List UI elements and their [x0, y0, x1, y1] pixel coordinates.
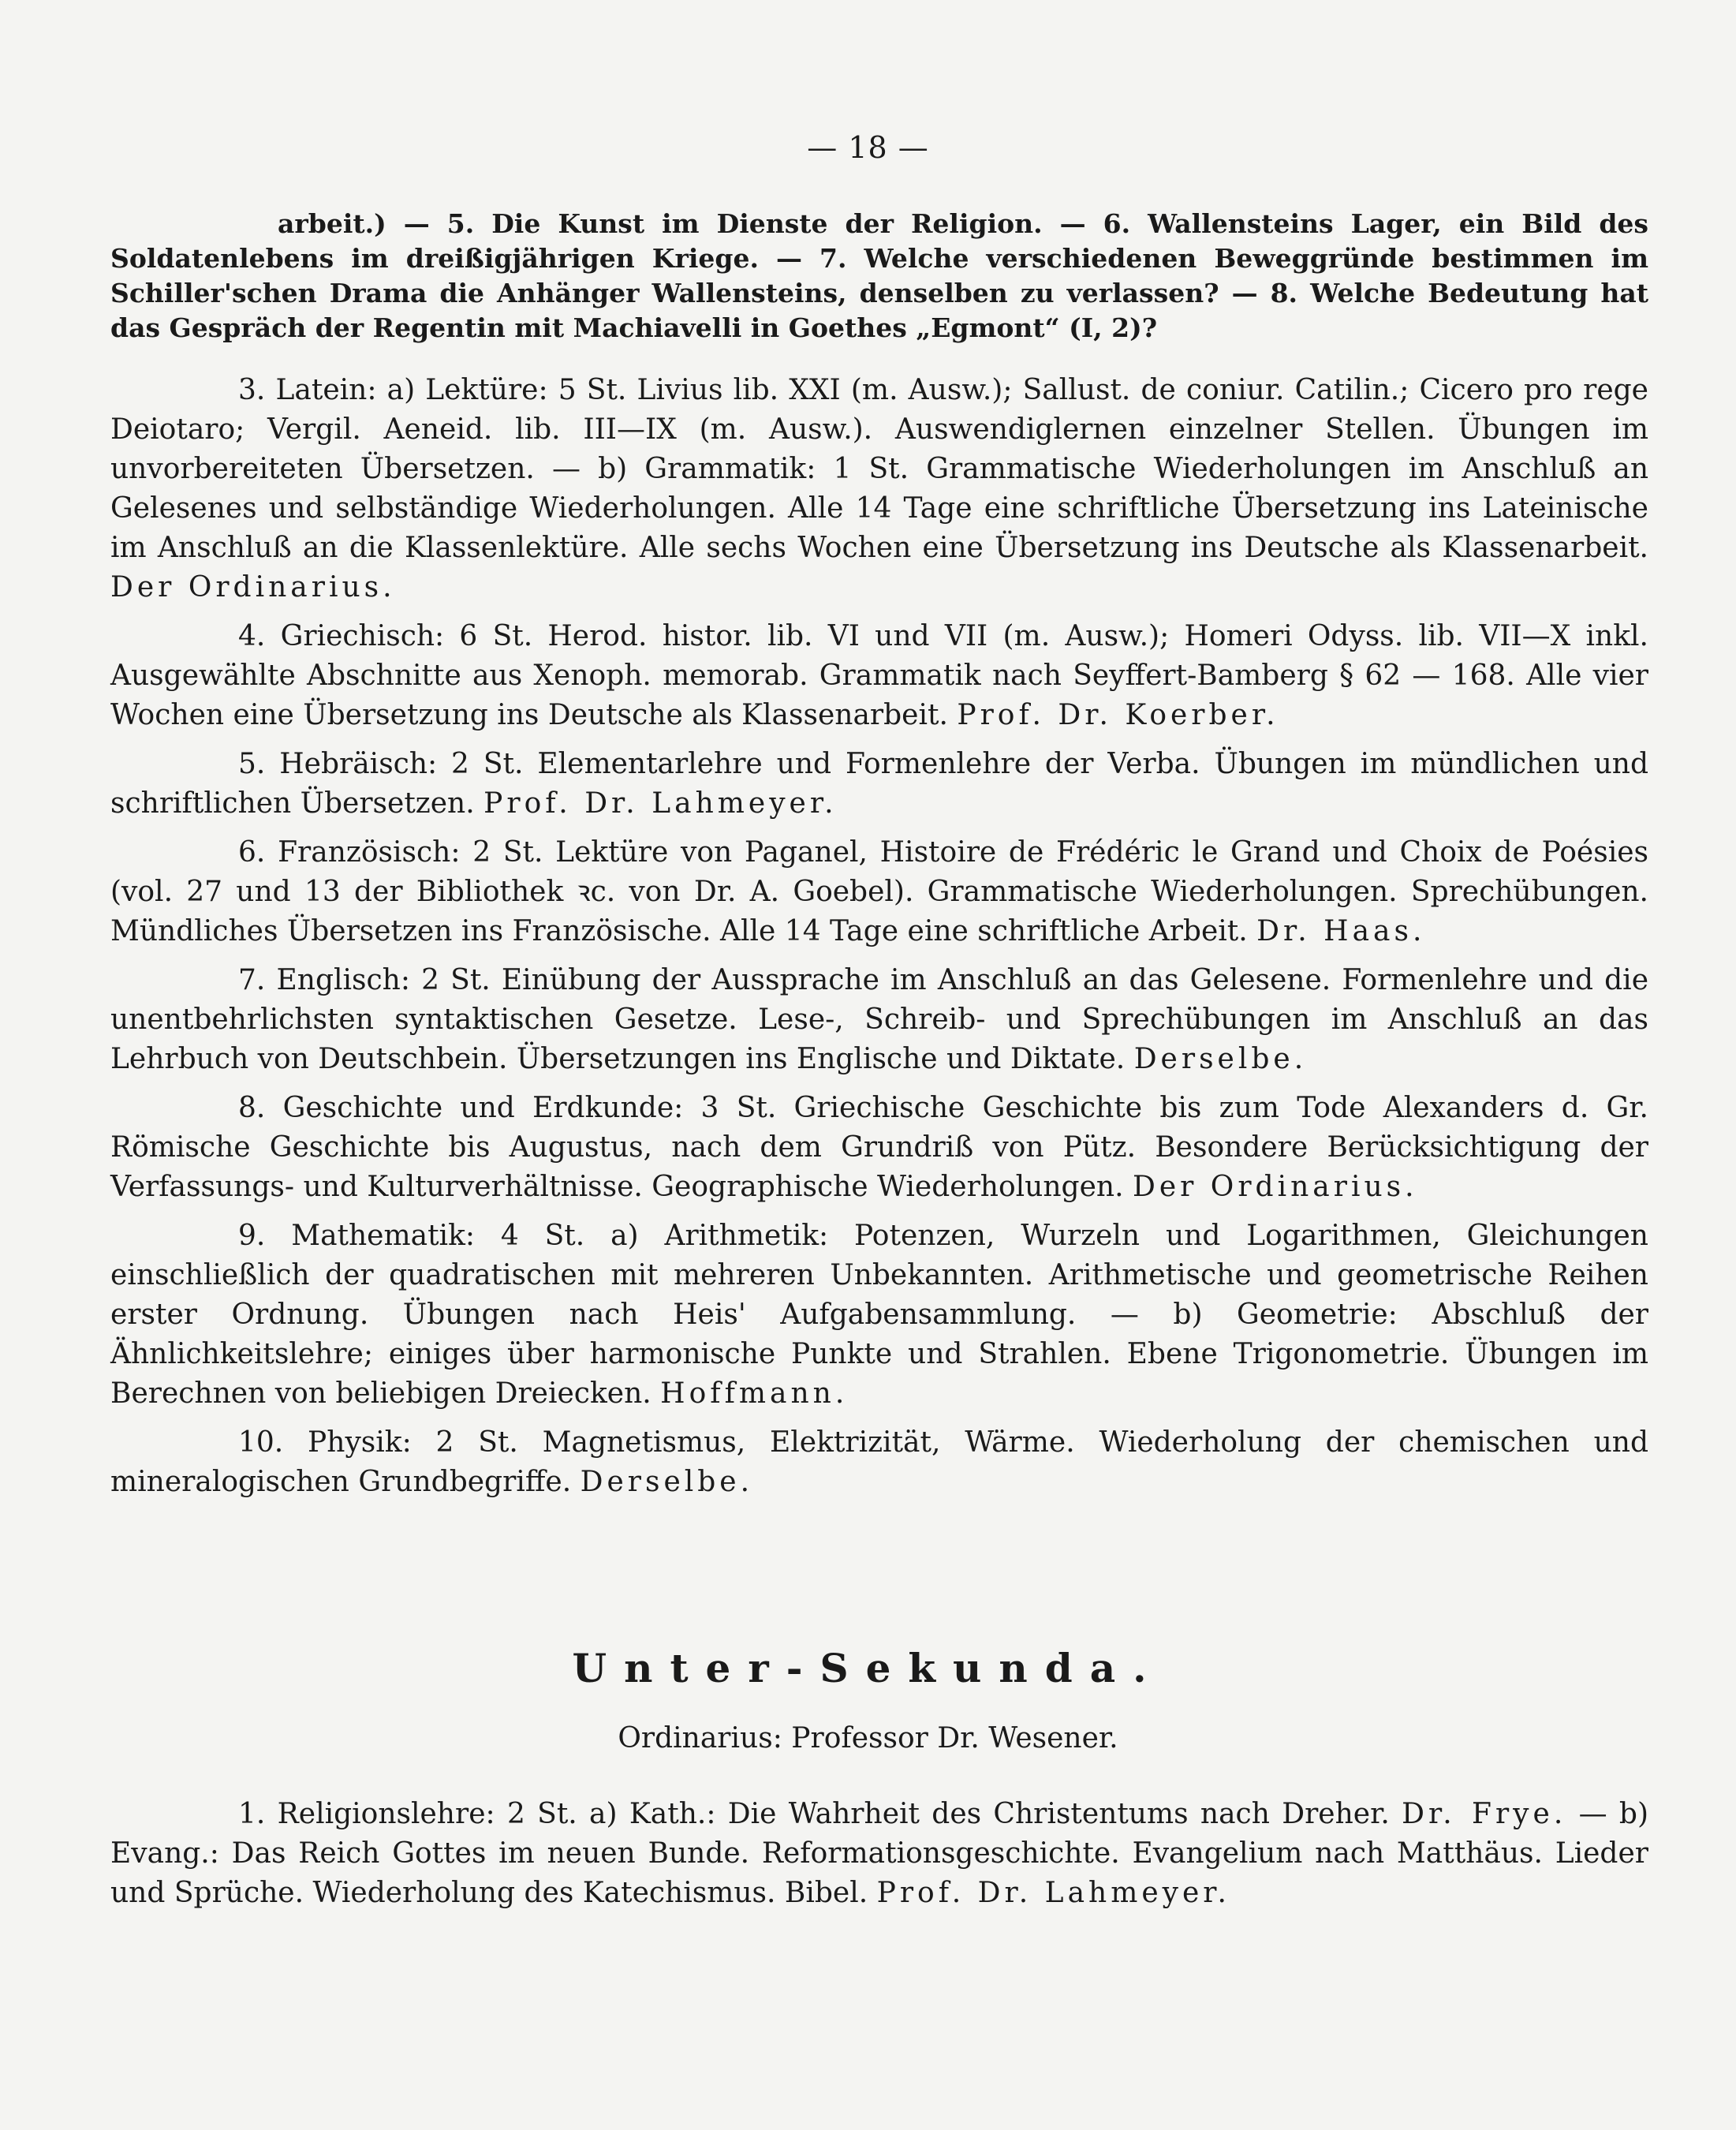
teacher-name: Prof. Dr. Koerber.	[957, 699, 1279, 731]
subject-french	[110, 833, 1648, 951]
subject-text-continued: — b) Evang.: Das Reich Gottes im neuen Bunde. Reformationsgeschichte. Evangelium nach Matthäus. Lieder und Sprüche. Wiederholung des Katechismus. Bibel.	[110, 1798, 1648, 1909]
subject-text: 1. Religionslehre: 2 St. a) Kath.: Die Wahrheit des Christentums nach Dreher.	[238, 1798, 1390, 1830]
subject-english	[110, 961, 1648, 1079]
teacher-name: Dr. Frye.	[1402, 1798, 1567, 1830]
section-title: Unter-Sekunda.	[572, 1645, 1164, 1691]
continuation-paragraph: arbeit.) — 5. Die Kunst im Dienste der Religion. — 6. Wallensteins Lager, ein Bild des Soldatenlebens im dreißigjährigen Kriege. — 7. Welche verschiedenen Beweggründe bestimmen im Schiller'schen Drama die Anhänger Wallensteins, denselben zu verlassen? — 8. Welche Bedeutung hat das Gespräch der Regentin mit Machiavelli in Goethes „Egmont“ (I, 2)?	[110, 208, 1648, 343]
subject-text: 3. Latein: a) Lektüre: 5 St. Livius lib. XXI (m. Ausw.); Sallust. de coniur. Catilin.; Cicero pro rege Deiotaro; Vergil. Aeneid. lib. III—IX (m. Ausw.). Auswendiglernen einzelner Stellen. Übungen im unvorbereiteten Übersetzen. — b) Grammatik: 1 St. Grammatische Wiederholungen im Anschluß an Gelesenes und selbständige Wiederholungen. Alle 14 Tage eine schriftliche Übersetzung ins Lateinische im Anschluß an die Klassenlektüre. Alle sechs Wochen eine Übersetzung ins Deutsche als Klassenarbeit.	[110, 374, 1648, 564]
subject-physics	[110, 1423, 1648, 1502]
subject-greek	[110, 617, 1648, 735]
subject-religion	[110, 1795, 1648, 1913]
page-number: — 18 —	[807, 130, 929, 165]
teacher-name: Derselbe.	[580, 1466, 754, 1498]
teacher-name: Dr. Haas.	[1256, 915, 1426, 947]
subject-hebrew	[110, 745, 1648, 824]
subject-text: 8. Geschichte und Erdkunde: 3 St. Griechische Geschichte bis zum Tode Alexanders d. Gr. Römische Geschichte bis Augustus, nach dem Grundriß von Pütz. Besondere Berücksichtigung der Verfassungs- und Kulturverhältnisse. Geographische Wiederholungen.	[110, 1092, 1648, 1203]
subject-list	[110, 371, 1648, 1502]
subject-history	[110, 1089, 1648, 1207]
teacher-name: Derselbe.	[1133, 1043, 1308, 1075]
section-subject-list	[110, 1795, 1648, 1913]
teacher-name: Der Ordinarius.	[110, 571, 396, 604]
subject-text: 10. Physik: 2 St. Magnetismus, Elektrizität, Wärme. Wiederholung der chemischen und mineralogischen Grundbegriffe.	[110, 1426, 1648, 1498]
subject-text: 6. Französisch: 2 St. Lektüre von Paganel, Histoire de Frédéric le Grand und Choix de Poésies (vol. 27 und 13 der Bibliothek ꝛc. von Dr. A. Goebel). Grammatische Wiederholungen. Sprechübungen. Mündliches Übersetzen ins Französische. Alle 14 Tage eine schriftliche Arbeit.	[110, 836, 1648, 947]
teacher-name: Prof. Dr. Lahmeyer.	[483, 787, 838, 820]
teacher-name: Prof. Dr. Lahmeyer.	[876, 1877, 1230, 1909]
section-ordinarius: Ordinarius: Professor Dr. Wesener.	[618, 1722, 1118, 1754]
subject-text: 9. Mathematik: 4 St. a) Arithmetik: Potenzen, Wurzeln und Logarithmen, Gleichungen einschließlich der quadratischen mit mehreren Unbekannten. Arithmetische und geometrische Reihen erster Ordnung. Übungen nach Heis' Aufgabensammlung. — b) Geometrie: Abschluß der Ähnlichkeitslehre; einiges über harmonische Punkte und Strahlen. Ebene Trigonometrie. Übungen im Berechnen von beliebigen Dreiecken.	[110, 1220, 1648, 1410]
teacher-name: Der Ordinarius.	[1132, 1171, 1418, 1203]
teacher-name: Hoffmann.	[660, 1377, 849, 1410]
subject-text: 4. Griechisch: 6 St. Herod. histor. lib. VI und VII (m. Ausw.); Homeri Odyss. lib. VII—X inkl. Ausgewählte Abschnitte aus Xenoph. memorab. Grammatik nach Seyffert-Bamberg § 62 — 168. Alle vier Wochen eine Übersetzung ins Deutsche als Klassenarbeit.	[110, 620, 1648, 731]
subject-latin	[110, 371, 1648, 607]
subject-text: 7. Englisch: 2 St. Einübung der Aussprache im Anschluß an das Gelesene. Formenlehre und die unentbehrlichsten syntaktischen Gesetze. Lese-, Schreib- und Sprechübungen im Anschluß an das Lehrbuch von Deutschbein. Übersetzungen ins Englische und Diktate.	[110, 964, 1648, 1075]
subject-mathematics	[110, 1216, 1648, 1414]
subject-text: 5. Hebräisch: 2 St. Elementarlehre und Formenlehre der Verba. Übungen im mündlichen und schriftlichen Übersetzen.	[110, 748, 1648, 820]
upper-section	[110, 207, 1648, 346]
